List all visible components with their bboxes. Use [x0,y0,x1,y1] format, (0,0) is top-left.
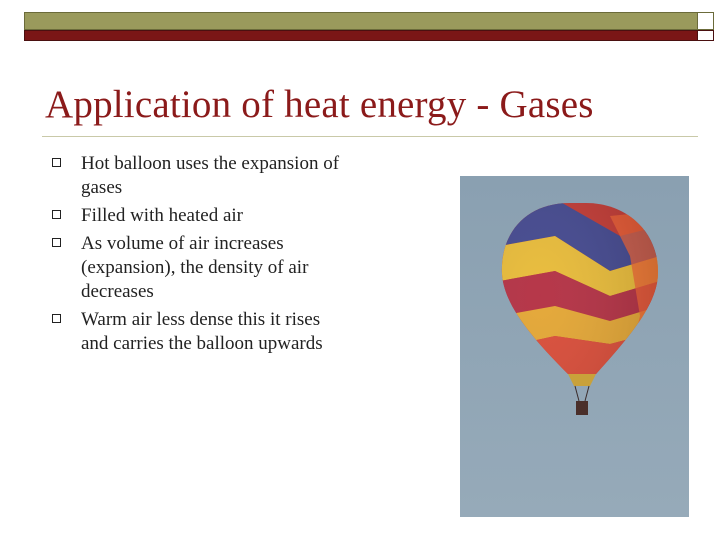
header-band-red [25,31,697,40]
title-divider [42,136,698,137]
bullet-text: As volume of air increases (expansion), the density of air decreases [81,233,309,302]
square-bullet-icon [52,158,61,167]
hot-air-balloon-photo [460,176,689,517]
balloon-basket [576,401,588,415]
bullet-item [50,232,350,304]
bullet-text: Warm air less dense this it rises and carries the balloon upwards [81,309,323,354]
header-band-square-small [697,31,713,40]
bullet-text: Filled with heated air [81,205,243,226]
bullet-item [50,308,350,356]
header-band-top [24,12,714,30]
bullet-text: Hot balloon uses the expansion of gases [81,153,340,198]
bullet-item [50,152,350,200]
header-band-olive [25,13,697,29]
square-bullet-icon [52,210,61,219]
header-band-square [697,13,713,29]
bullet-list [50,152,350,360]
square-bullet-icon [52,238,61,247]
header-band-bottom [24,30,714,41]
slide-title: Application of heat energy - Gases [45,83,594,126]
bullet-item [50,204,350,228]
square-bullet-icon [52,314,61,323]
